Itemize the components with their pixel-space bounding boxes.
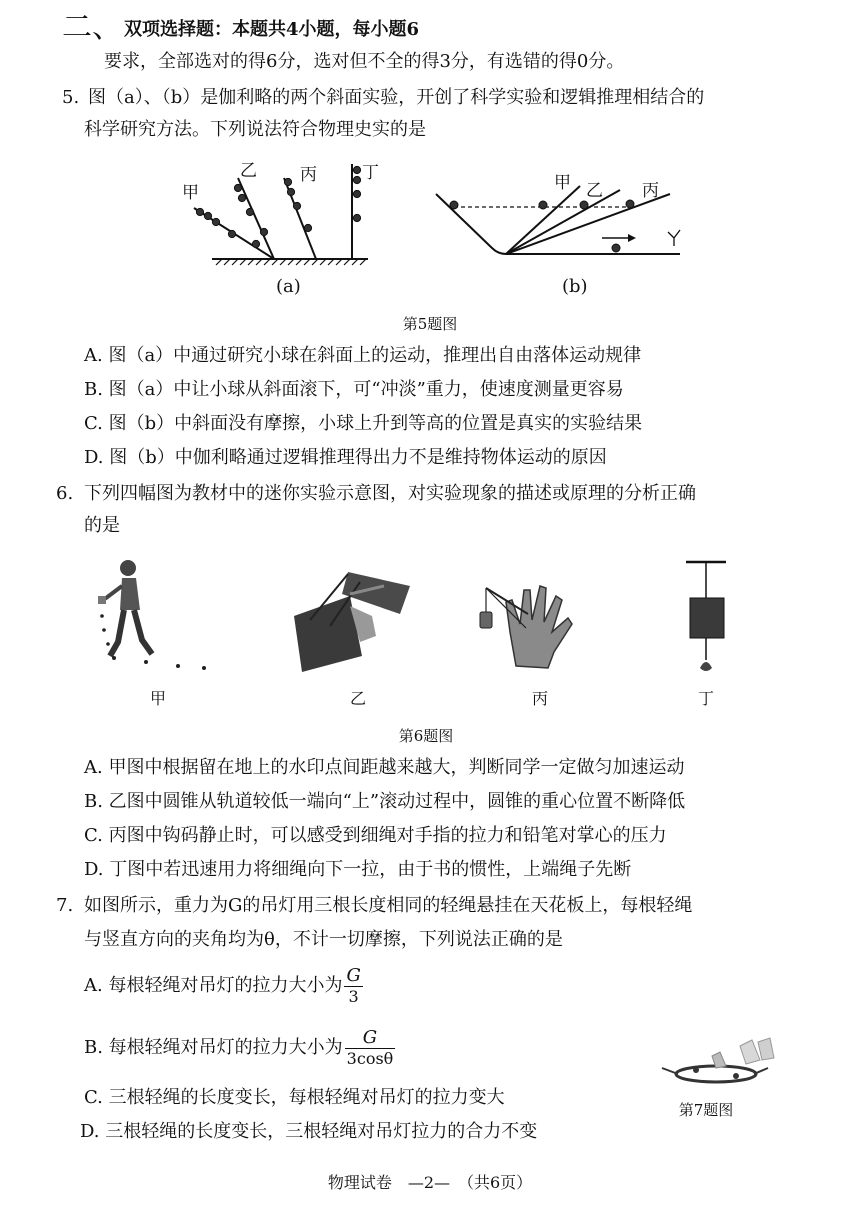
fig5b-label-3: 丙 <box>642 181 659 201</box>
q7-option-b-fraction <box>345 1028 396 1069</box>
section-heading-text: 双项选择题：本题共4小题，每小题6 <box>124 19 420 40</box>
fig5b-label-2: 乙 <box>586 181 603 201</box>
rolling-cone-drawing <box>290 566 416 676</box>
figure-7 <box>656 1030 776 1094</box>
section-heading <box>62 10 420 45</box>
q7-option-a-numerator: G <box>346 964 361 986</box>
q6-panel-ding <box>676 556 736 680</box>
fig5a-label-4: 丁 <box>362 163 379 183</box>
q5-option-a: A. 图（a）中通过研究小球在斜面上的运动，推理出自由落体运动规律 <box>84 345 642 366</box>
q7-option-b-text: B. 每根轻绳对吊灯的拉力大小为 <box>84 1037 343 1058</box>
q7-figure-caption: 第7题图 <box>678 1101 734 1119</box>
q6-panel-yi <box>290 566 416 676</box>
q7-option-a-denominator: 3 <box>344 986 362 1007</box>
section-mark: 二、 <box>62 10 122 45</box>
q6-panel-jia <box>96 556 226 676</box>
q5-stem-line2: 科学研究方法。下列说法符合物理史实的是 <box>84 119 426 140</box>
q7-option-b-denominator: 3cosθ <box>346 1048 394 1068</box>
q5-option-d: D. 图（b）中伽利略通过逻辑推理得出力不是维持物体运动的原因 <box>84 447 607 468</box>
figure-5a <box>176 152 386 302</box>
q5-number: 5. <box>62 87 80 108</box>
q6-panel-bing <box>470 572 590 672</box>
hanging-book-drawing <box>676 556 736 680</box>
chandelier-drawing <box>656 1030 776 1094</box>
figure-5b <box>430 160 700 302</box>
q7-stem-line2: 与竖直方向的夹角均为θ，不计一切摩擦，下列说法正确的是 <box>84 929 563 950</box>
q6-label-ding: 丁 <box>698 689 715 708</box>
q6-option-d: D. 丁图中若迅速用力将细绳向下一拉，由于书的惯性，上端绳子先断 <box>84 859 632 880</box>
fig5a-label-3: 丙 <box>300 165 317 185</box>
q7-stem-line1: 如图所示，重力为G的吊灯用三根长度相同的轻绳悬挂在天花板上，每根轻绳 <box>84 895 693 916</box>
q7-option-b-numerator: G <box>362 1026 378 1048</box>
q5-option-b: B. 图（a）中让小球从斜面滚下，可“冲淡”重力，使速度测量更容易 <box>84 379 624 400</box>
q6-option-c: C. 丙图中钩码静止时，可以感受到细绳对手指的拉力和铅笔对掌心的压力 <box>84 825 667 846</box>
page-footer: 物理试卷 —2— （共6页） <box>327 1173 533 1192</box>
walking-person-drawing <box>96 556 226 676</box>
q6-label-yi: 乙 <box>350 689 367 708</box>
q6-label-bing: 丙 <box>532 689 549 708</box>
q6-label-jia: 甲 <box>150 689 167 708</box>
fig5a-label-2: 乙 <box>240 161 257 181</box>
q7-option-a <box>84 962 363 1010</box>
fig5b-caption: (b) <box>562 276 588 297</box>
fig5b-label-1: 甲 <box>554 173 571 193</box>
q6-figure-caption: 第6题图 <box>398 727 454 745</box>
q7-option-a-text: A. 每根轻绳对吊灯的拉力大小为 <box>84 975 343 996</box>
q5-figure-caption: 第5题图 <box>402 315 458 333</box>
q5-option-c: C. 图（b）中斜面没有摩擦，小球上升到等高的位置是真实的实验结果 <box>84 413 643 434</box>
section-requirement: 要求，全部选对的得6分，选对但不全的得3分，有选错的得0分。 <box>104 51 625 72</box>
q6-option-b: B. 乙图中圆锥从轨道较低一端向“上”滚动过程中，圆锥的重心位置不断降低 <box>84 791 686 812</box>
q6-stem-line1: 下列四幅图为教材中的迷你实验示意图，对实验现象的描述或原理的分析正确 <box>84 483 696 504</box>
q7-number: 7. <box>56 895 74 916</box>
q6-stem-line2: 的是 <box>84 515 120 536</box>
q6-number: 6. <box>56 483 74 504</box>
q7-option-b <box>84 1024 395 1072</box>
q7-option-a-fraction <box>344 966 362 1007</box>
q6-option-a: A. 甲图中根据留在地上的水印点间距越来越大，判断同学一定做匀加速运动 <box>84 757 685 778</box>
q5-stem-line1: 图（a）、（b）是伽利略的两个斜面实验，开创了科学实验和逻辑推理相结合的 <box>88 87 705 108</box>
q7-option-d: D. 三根轻绳的长度变长，三根轻绳对吊灯拉力的合力不变 <box>80 1121 538 1142</box>
q7-option-c: C. 三根轻绳的长度变长，每根轻绳对吊灯的拉力变大 <box>84 1087 505 1108</box>
fig5a-caption: (a) <box>276 276 301 297</box>
hand-pencil-drawing <box>470 572 590 672</box>
fig5a-label-1: 甲 <box>182 183 199 203</box>
